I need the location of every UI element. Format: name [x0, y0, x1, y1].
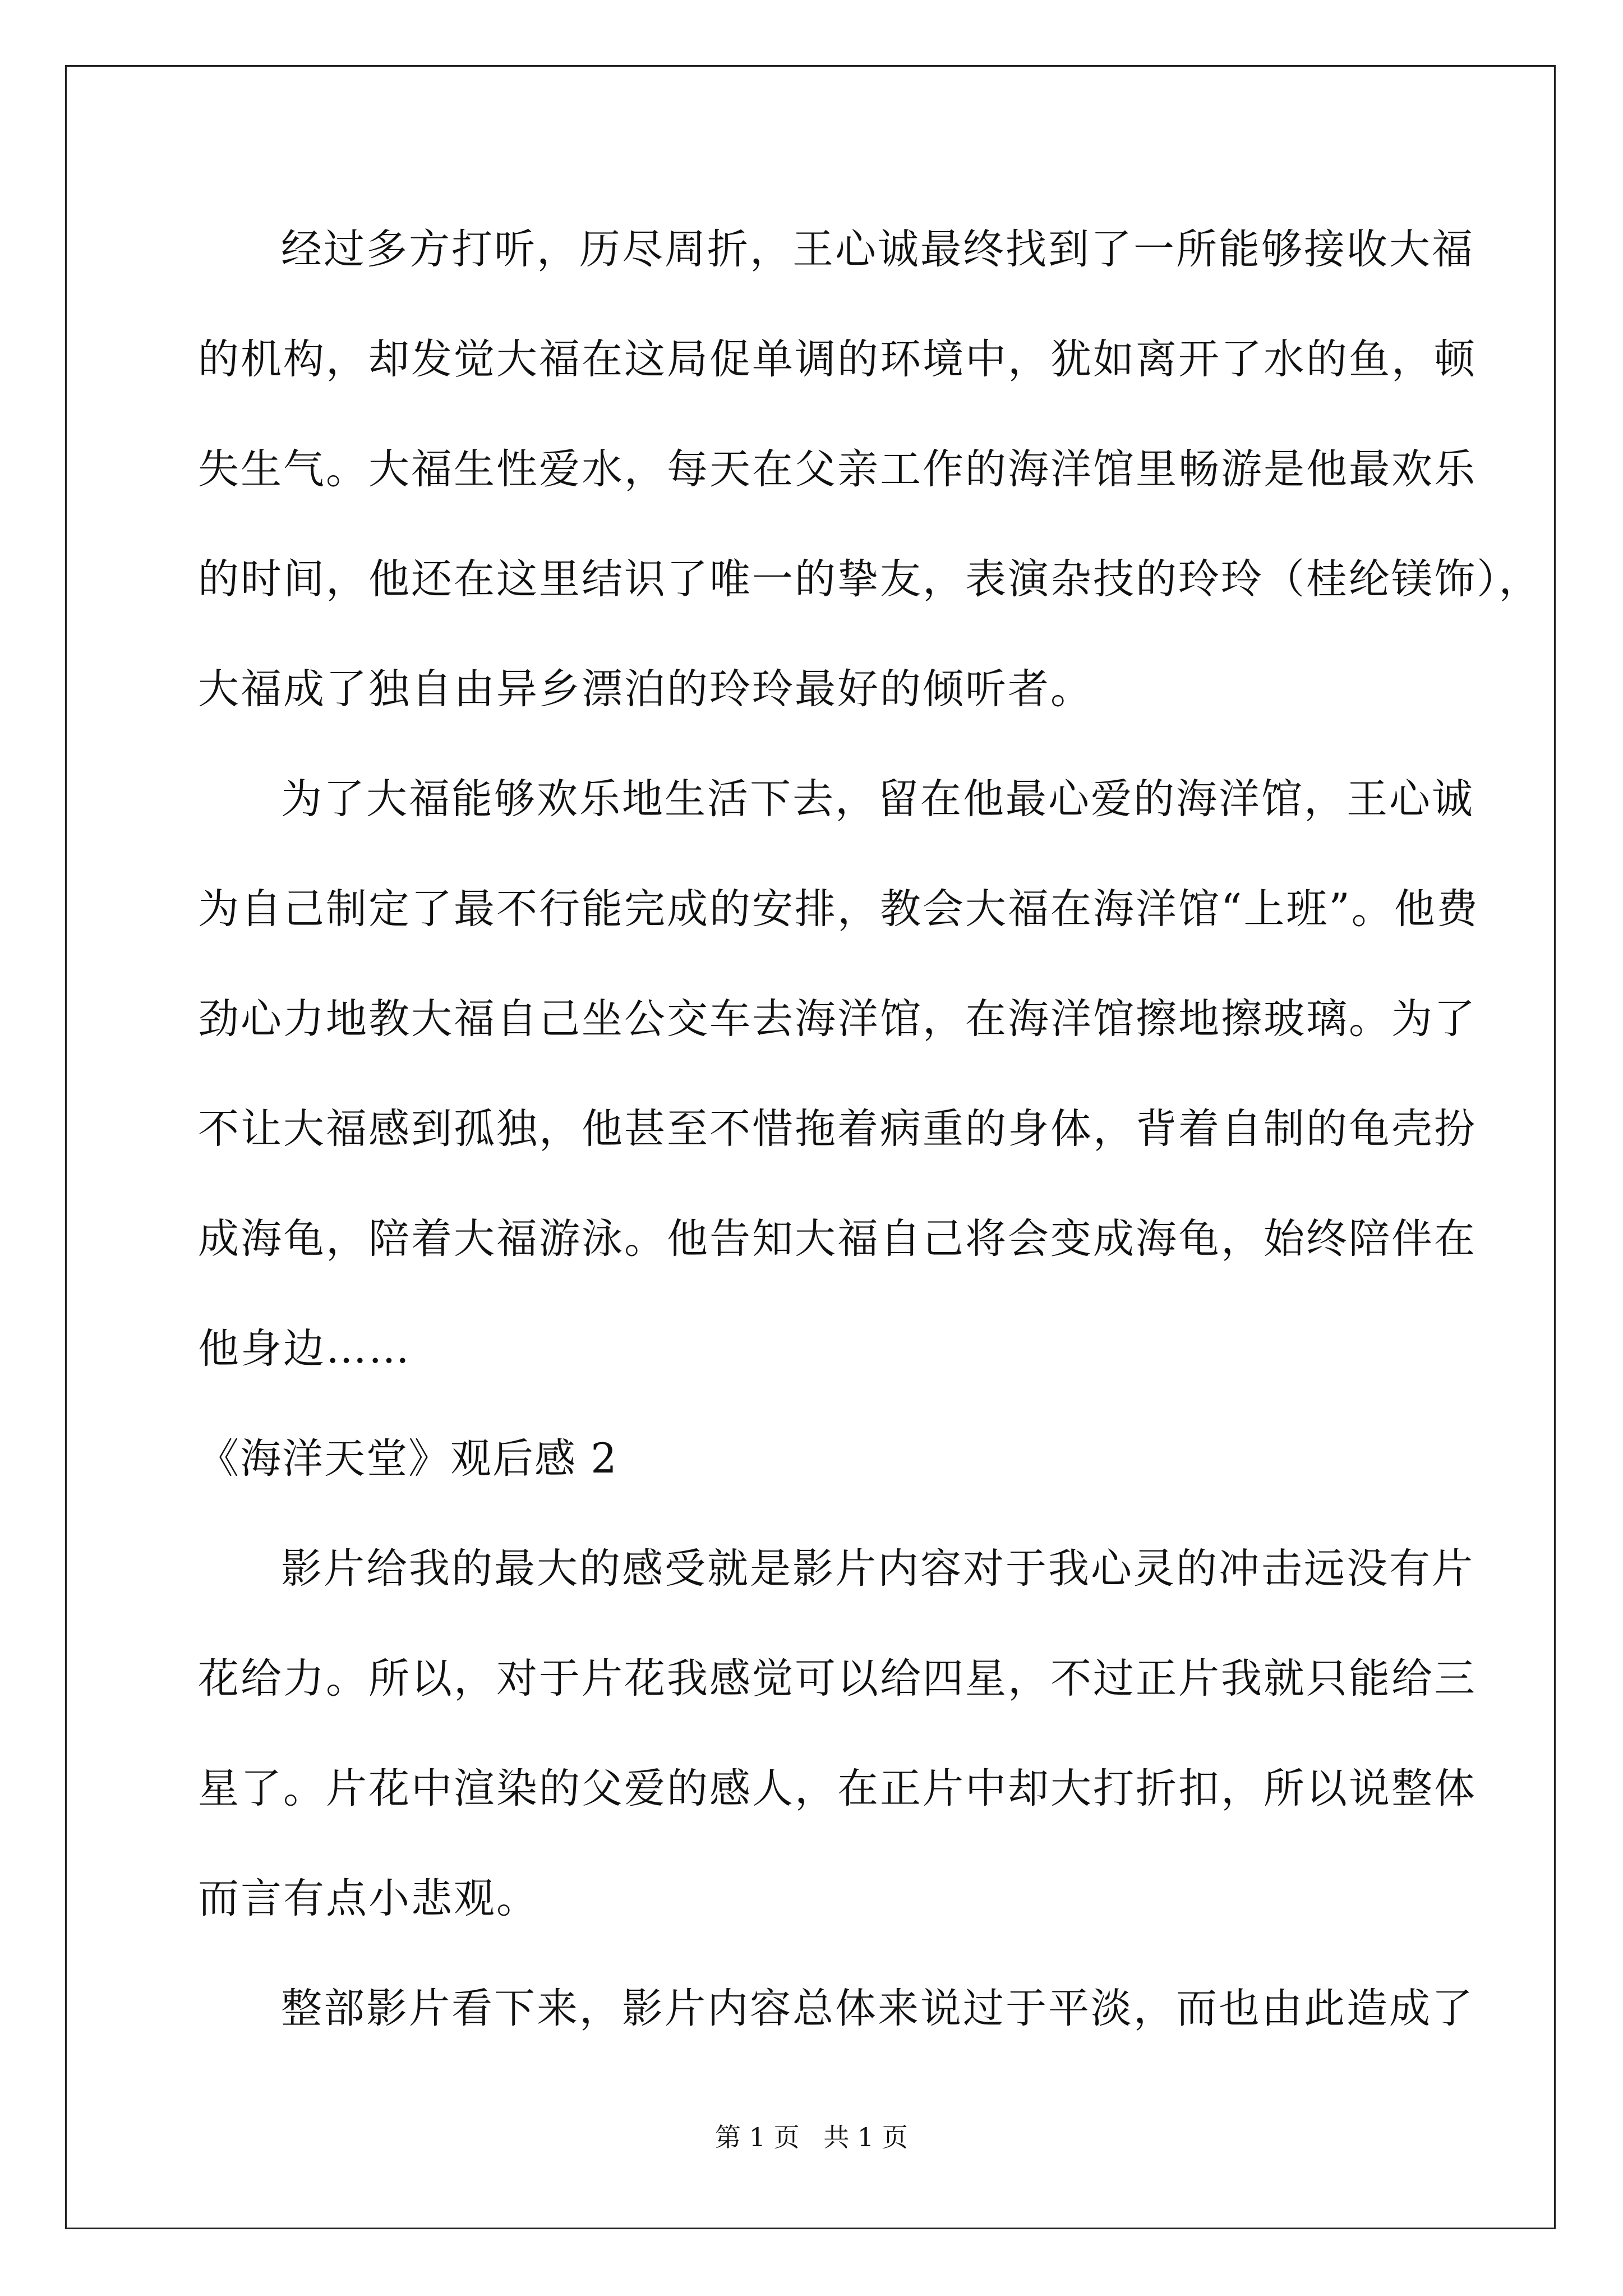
text-line-10: 成海龟，陪着大福游泳。他告知大福自己将会变成海龟，始终陪伴在: [198, 1215, 1477, 1263]
text-line-8: 劲心力地教大福自己坐公交车去海洋馆，在海洋馆擦地擦玻璃。为了: [198, 995, 1477, 1043]
text-line-3: 失生气。大福生性爱水，每天在父亲工作的海洋馆里畅游是他最欢乐: [198, 445, 1477, 493]
text-line-11: 他身边……: [198, 1325, 411, 1373]
text-line-15: 星了。片花中渲染的父爱的感人，在正片中却大打折扣，所以说整体: [198, 1765, 1477, 1812]
section-heading: 《海洋天堂》观后感 2: [198, 1435, 618, 1483]
page-footer: [0, 2120, 1623, 2154]
text-line-13: 影片给我的最大的感受就是影片内容对于我心灵的冲击远没有片: [281, 1545, 1474, 1593]
text-line-7: 为自己制定了最不行能完成的安排，教会大福在海洋馆“上班”。他费: [198, 885, 1479, 933]
text-line-9: 不让大福感到孤独，他甚至不惜拖着病重的身体，背着自制的龟壳扮: [198, 1105, 1477, 1153]
document-body: [198, 208, 1542, 2077]
page-number: 第 1 页: [715, 2122, 800, 2152]
text-line-2: 的机构，却发觉大福在这局促单调的环境中，犹如离开了水的鱼，顿: [198, 335, 1477, 383]
text-line-5: 大福成了独自由异乡漂泊的玲玲最好的倾听者。: [198, 665, 1093, 713]
text-line-4: 的时间，他还在这里结识了唯一的挚友，表演杂技的玲玲（桂纶镁饰），: [198, 555, 1542, 603]
text-line-16: 而言有点小悲观。: [198, 1875, 539, 1922]
page-total: 共 1 页: [823, 2122, 908, 2152]
text-line-1: 经过多方打听，历尽周折，王心诚最终找到了一所能够接收大福: [281, 226, 1474, 273]
text-line-6: 为了大福能够欢乐地生活下去，留在他最心爱的海洋馆，王心诚: [281, 775, 1474, 823]
text-line-17: 整部影片看下来，影片内容总体来说过于平淡，而也由此造成了: [281, 1985, 1474, 2032]
text-line-14: 花给力。所以，对于片花我感觉可以给四星，不过正片我就只能给三: [198, 1655, 1477, 1703]
